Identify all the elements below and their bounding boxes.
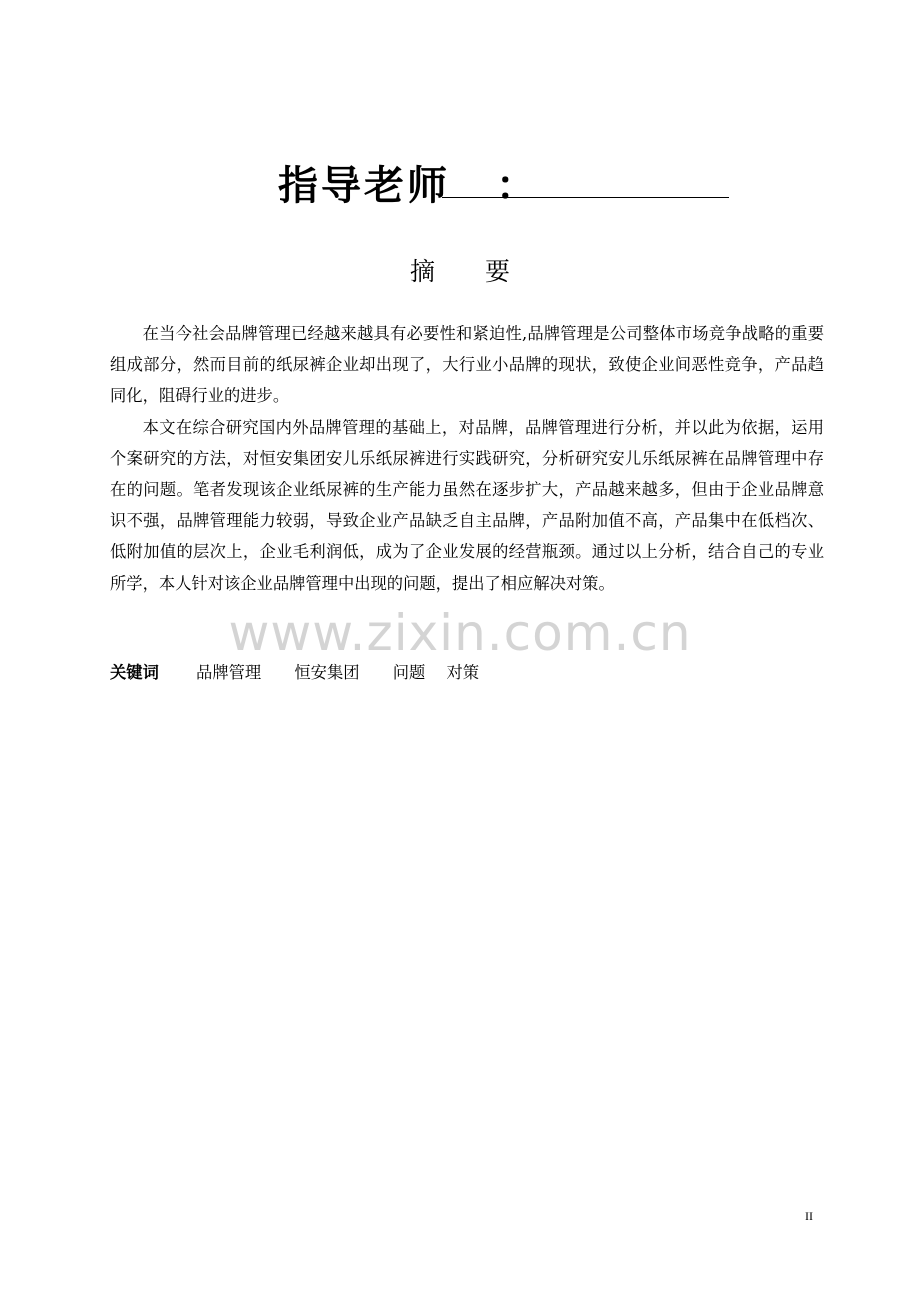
- advisor-label: 指导老师: [278, 163, 450, 209]
- keyword: 恒安集团: [294, 663, 360, 682]
- keywords-line: [110, 659, 507, 683]
- keyword: 品牌管理: [196, 663, 262, 682]
- abstract-title: 摘要: [409, 257, 560, 286]
- advisor-signature-line: [442, 197, 729, 198]
- page-number: II: [805, 1209, 813, 1223]
- abstract-body: [110, 318, 824, 599]
- advisor-field: [0, 150, 920, 210]
- abstract-paragraph: 在当今社会品牌管理已经越来越具有必要性和紧迫性,品牌管理是公司整体市场竞争战略的重要组成部分，然而目前的纸尿裤企业却出现了，大行业小品牌的现状，致使企业间恶性竞争，产品趋同化，阻碍行业的进步。: [110, 324, 824, 406]
- keyword: 问题: [392, 663, 426, 682]
- abstract-paragraph: 本文在综合研究国内外品牌管理的基础上，对品牌，品牌管理进行分析，并以此为依据，运用个案研究的方法，对恒安集团安儿乐纸尿裤进行实践研究，分析研究安儿乐纸尿裤在品牌管理中存在的问题。笔者发现该企业纸尿裤的生产能力虽然在逐步扩大，产品越来越多，但由于企业品牌意识不强，品牌管理能力较弱，导致企业产品缺乏自主品牌，产品附加值不高，产品集中在低档次、低附加值的层次上，企业毛利润低，成为了企业发展的经营瓶颈。通过以上分析，结合自己的专业所学，本人针对该企业品牌管理中出现的问题，提出了相应解决对策。: [110, 417, 824, 593]
- keywords-label: 关键词: [110, 663, 159, 682]
- advisor-colon: ：: [496, 163, 536, 209]
- watermark: www.zixin.com.cn: [228, 604, 692, 662]
- keyword: 对策: [446, 663, 480, 682]
